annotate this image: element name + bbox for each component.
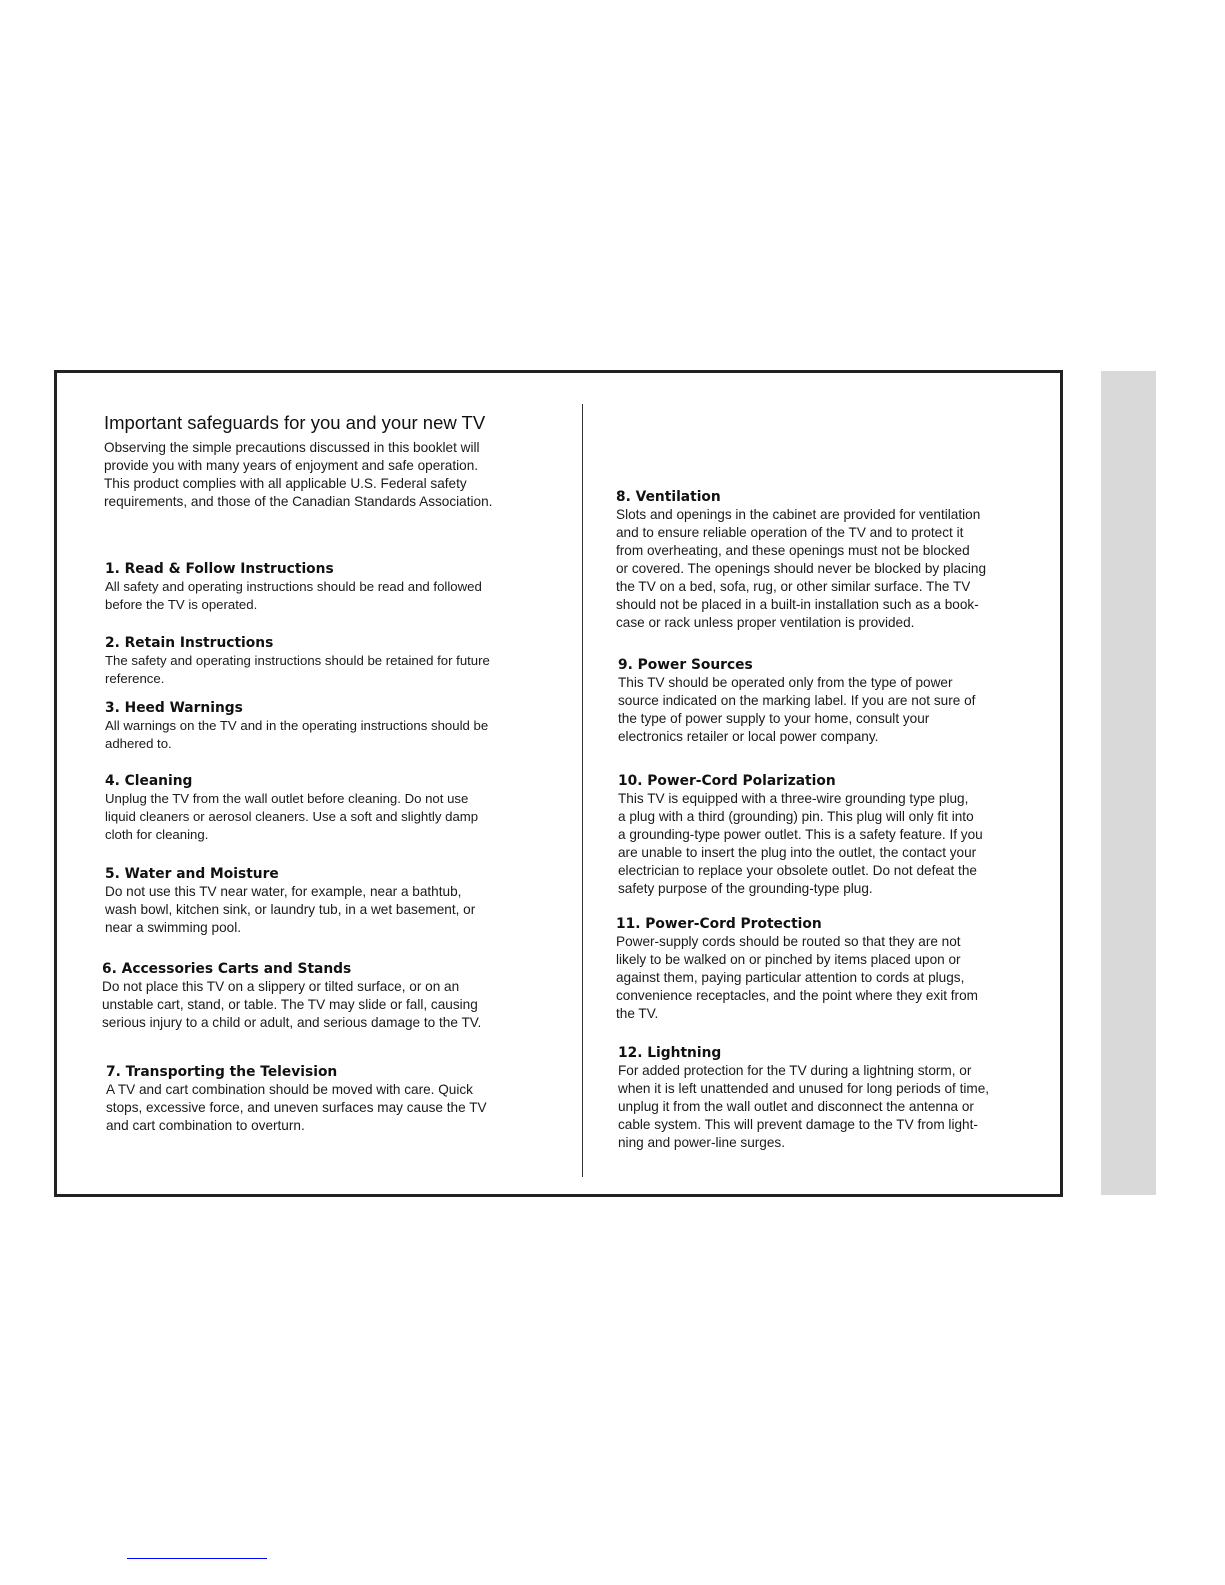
section-line: likely to be walked on or pinched by items placed upon or <box>616 952 961 967</box>
section-line: adhered to. <box>105 736 172 751</box>
section-heading: 8. Ventilation <box>616 489 721 505</box>
section-power-cord-protection <box>616 916 978 1023</box>
section-retain-instructions <box>105 635 490 688</box>
section-line: against them, paying particular attention to cords at plugs, <box>616 970 965 985</box>
section-line: from overheating, and these openings must not be blocked <box>616 543 970 558</box>
section-line: and to ensure reliable operation of the TV and to protect it <box>616 525 964 540</box>
section-lightning <box>618 1045 989 1152</box>
section-line: Unplug the TV from the wall outlet before cleaning. Do not use <box>105 791 469 806</box>
section-heed-warnings <box>105 700 488 753</box>
section-line: Do not place this TV on a slippery or tilted surface, or on an <box>102 979 460 994</box>
intro-paragraph <box>104 439 492 511</box>
section-line: or covered. The openings should never be blocked by placing <box>616 561 987 576</box>
section-line: unstable cart, stand, or table. The TV may slide or fall, causing <box>102 997 478 1012</box>
section-heading: 4. Cleaning <box>105 773 193 789</box>
section-line: a grounding-type power outlet. This is a safety feature. If you <box>618 827 983 842</box>
section-line: wash bowl, kitchen sink, or laundry tub, in a wet basement, or <box>105 902 476 917</box>
page-title: Important safeguards for you and your new TV <box>104 412 486 433</box>
section-line: This TV is equipped with a three-wire grounding type plug, <box>618 791 969 806</box>
bottom-link-underline <box>127 1558 267 1559</box>
section-heading: 12. Lightning <box>618 1045 722 1061</box>
column-divider <box>582 404 583 1177</box>
section-line: safety purpose of the grounding-type plug. <box>618 881 873 896</box>
section-line: should not be placed in a built-in installation such as a book- <box>616 597 979 612</box>
section-heading: 5. Water and Moisture <box>105 866 279 882</box>
section-line: electrician to replace your obsolete outlet. Do not defeat the <box>618 863 977 878</box>
section-line: A TV and cart combination should be moved with care. Quick <box>106 1082 473 1097</box>
section-line: Power-supply cords should be routed so that they are not <box>616 934 961 949</box>
section-line: case or rack unless proper ventilation is provided. <box>616 615 915 630</box>
section-cleaning <box>105 773 478 844</box>
section-power-sources <box>618 657 975 746</box>
section-heading: 3. Heed Warnings <box>105 700 243 716</box>
intro-line: Observing the simple precautions discussed in this booklet will <box>104 440 480 455</box>
section-line: stops, excessive force, and uneven surfaces may cause the TV <box>106 1100 487 1115</box>
section-line: convenience receptacles, and the point where they exit from <box>616 988 978 1003</box>
section-line: electronics retailer or local power company. <box>618 729 879 744</box>
section-line: when it is left unattended and unused for long periods of time, <box>618 1081 990 1096</box>
section-line: serious injury to a child or adult, and serious damage to the TV. <box>102 1015 482 1030</box>
section-ventilation <box>616 489 986 632</box>
section-power-cord-polarization <box>618 773 983 898</box>
section-line: The safety and operating instructions should be retained for future <box>105 653 490 668</box>
section-heading: 6. Accessories Carts and Stands <box>102 961 352 977</box>
section-line: Do not use this TV near water, for example, near a bathtub, <box>105 884 462 899</box>
section-line: All warnings on the TV and in the operating instructions should be <box>105 718 489 733</box>
section-line: ning and power-line surges. <box>618 1135 786 1150</box>
section-line: the TV on a bed, sofa, rug, or other similar surface. The TV <box>616 579 971 594</box>
section-line: cable system. This will prevent damage to the TV from light- <box>618 1117 978 1132</box>
intro-line: This product complies with all applicable U.S. Federal safety <box>104 476 467 491</box>
section-line: near a swimming pool. <box>105 920 241 935</box>
section-line: reference. <box>105 671 165 686</box>
section-heading: 2. Retain Instructions <box>105 635 274 651</box>
section-line: All safety and operating instructions should be read and followed <box>105 579 482 594</box>
section-water-moisture <box>105 866 475 937</box>
section-line: cloth for cleaning. <box>105 827 209 842</box>
section-read-follow-instructions <box>105 561 482 614</box>
section-line: source indicated on the marking label. If you are not sure of <box>618 693 976 708</box>
section-line: a plug with a third (grounding) pin. This plug will only fit into <box>618 809 974 824</box>
side-tab <box>1101 371 1156 1195</box>
section-heading: 9. Power Sources <box>618 657 753 673</box>
section-accessories-carts-stands <box>102 961 481 1032</box>
section-line: and cart combination to overturn. <box>106 1118 305 1133</box>
section-line: the type of power supply to your home, consult your <box>618 711 930 726</box>
section-line: This TV should be operated only from the type of power <box>618 675 953 690</box>
intro-line: requirements, and those of the Canadian Standards Association. <box>104 494 493 509</box>
section-line: the TV. <box>616 1006 659 1021</box>
intro-line: provide you with many years of enjoyment and safe operation. <box>104 458 479 473</box>
section-line: unplug it from the wall outlet and disconnect the antenna or <box>618 1099 974 1114</box>
section-heading: 7. Transporting the Television <box>106 1064 338 1080</box>
section-heading: 11. Power-Cord Protection <box>616 916 822 932</box>
section-line: liquid cleaners or aerosol cleaners. Use a soft and slightly damp <box>105 809 479 824</box>
section-line: Slots and openings in the cabinet are provided for ventilation <box>616 507 981 522</box>
section-heading: 10. Power-Cord Polarization <box>618 773 836 789</box>
section-line: before the TV is operated. <box>105 597 258 612</box>
section-transporting-television <box>106 1064 487 1135</box>
section-heading: 1. Read & Follow Instructions <box>105 561 334 577</box>
section-line: For added protection for the TV during a lightning storm, or <box>618 1063 972 1078</box>
section-line: are unable to insert the plug into the outlet, the contact your <box>618 845 977 860</box>
